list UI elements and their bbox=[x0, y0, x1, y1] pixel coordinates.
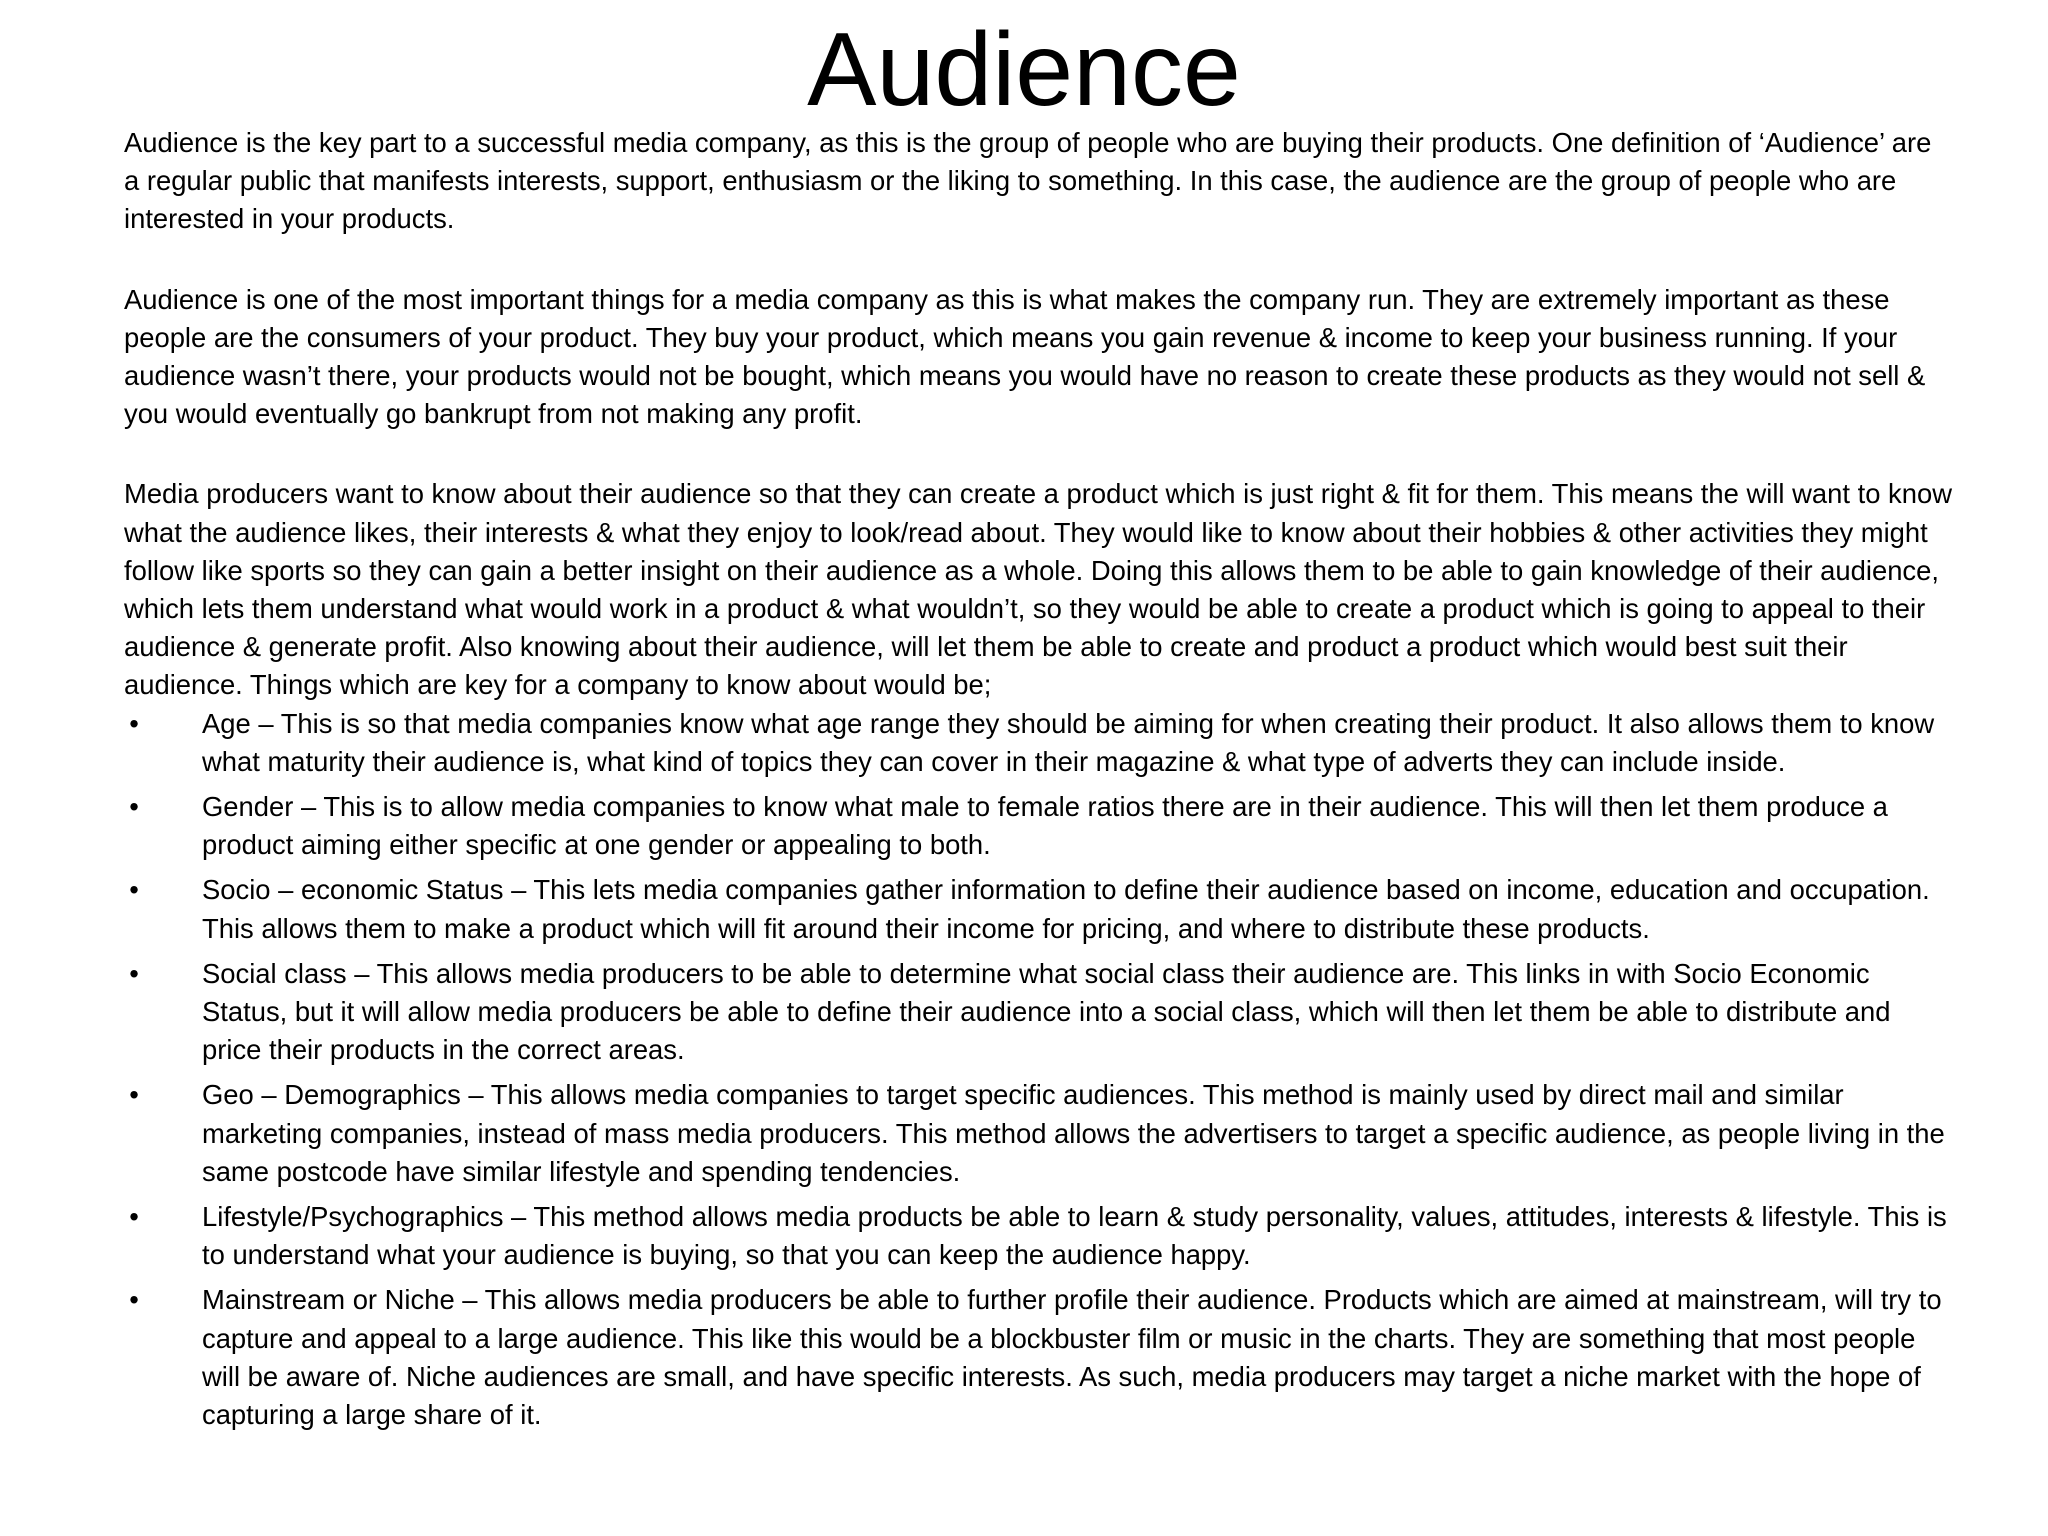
list-item-socio-economic-status bbox=[124, 871, 1954, 947]
slide-title: Audience bbox=[807, 12, 1241, 128]
bullet-icon: • bbox=[129, 1079, 139, 1111]
key-factors-list bbox=[124, 705, 1954, 1435]
list-item-text: Social class – This allows media producers to be able to determine what social class their audience are. This links in with Socio Economic Status, but it will allow media producers be able to define their audience into a social class, which will then let them be able to distribute and price their products in the correct areas. bbox=[202, 957, 1891, 1066]
list-item-lifestyle-psychographics bbox=[124, 1198, 1954, 1274]
list-item-text: Mainstream or Niche – This allows media producers be able to further profile their audience. Products which are aimed at mainstream, will try to capture and appeal to a large audience. This like this would be a blockbuster film or music in the charts. They are something that most people will be aware of. Niche audiences are small, and have specific interests. As such, media producers may target a niche market with the hope of capturing a large share of it. bbox=[202, 1284, 1942, 1431]
bullet-icon: • bbox=[129, 791, 139, 823]
list-item-geo-demographics bbox=[124, 1076, 1954, 1191]
list-item-mainstream-or-niche bbox=[124, 1281, 1954, 1434]
paragraph-definition: Audience is the key part to a successful media company, as this is the group of people who are buying their products. One definition of ‘Audience’ are a regular public that manifests interests, support, enthusiasm or the liking to something. In this case, the audience are the group of people who are interested in your products. bbox=[124, 127, 1932, 235]
paragraph-importance: Audience is one of the most important things for a media company as this is what makes the company run. They are extremely important as these people are the consumers of your product. They buy your product, which means you gain revenue & income to keep your business running. If your audience wasn’t there, your products would not be bought, which means you would have no reason to create these products as they would not sell & you would eventually go bankrupt from not making any profit. bbox=[124, 283, 1926, 430]
list-item-text: Socio – economic Status – This lets media companies gather information to define their audience based on income, education and occupation. This allows them to make a product which will fit around their income for pricing, and where to distribute these products. bbox=[202, 874, 1930, 944]
bullet-icon: • bbox=[129, 957, 139, 989]
list-item-gender bbox=[124, 788, 1954, 864]
list-item-text: Age – This is so that media companies know what age range they should be aiming for when creating their product. It also allows them to know what maturity their audience is, what kind of topics they can cover in their magazine & what type of adverts they can include inside. bbox=[202, 707, 1935, 777]
slide-body bbox=[124, 124, 1954, 1441]
bullet-icon: • bbox=[129, 707, 139, 739]
paragraph-producers-knowledge: Media producers want to know about their audience so that they can create a product which is just right & fit for them. This means the will want to know what the audience likes, their interests & what they enjoy to look/read about. They would like to know about their hobbies & other activities they might follow like sports so they can gain a better insight on their audience as a whole. Doing this allows them to be able to gain knowledge of their audience, which lets them understand what would work in a product & what wouldn’t, so they would be able to create a product which is going to appeal to their audience & generate profit. Also knowing about their audience, will let them be able to create and product a product which would best suit their audience. Things which are key for a company to know about would be; bbox=[124, 478, 1952, 701]
list-item-text: Gender – This is to allow media companies to know what male to female ratios there are in their audience. This will then let them produce a product aiming either specific at one gender or appealing to both. bbox=[202, 791, 1888, 861]
bullet-icon: • bbox=[129, 874, 139, 906]
bullet-icon: • bbox=[129, 1284, 139, 1316]
bullet-icon: • bbox=[129, 1201, 139, 1233]
list-item-social-class bbox=[124, 955, 1954, 1070]
list-item-text: Geo – Demographics – This allows media companies to target specific audiences. This method is mainly used by direct mail and similar marketing companies, instead of mass media producers. This method allows the advertisers to target a specific audience, as people living in the same postcode have similar lifestyle and spending tendencies. bbox=[202, 1079, 1945, 1187]
list-item-text: Lifestyle/Psychographics – This method allows media products be able to learn & study personality, values, attitudes, interests & lifestyle. This is to understand what your audience is buying, so that you can keep the audience happy. bbox=[202, 1201, 1947, 1271]
list-item-age bbox=[124, 705, 1954, 781]
